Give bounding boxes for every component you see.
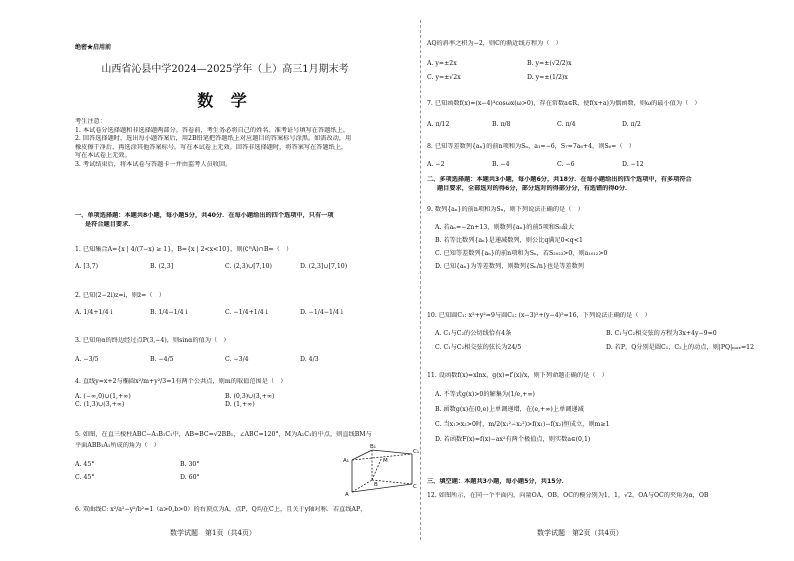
q3-option-c: C. −3/4 bbox=[225, 355, 249, 363]
question-3: 3. 已知角α的终边经过点P(3,−4)，则sinα的值为（ ） A. −3/5 B. −4/5 C. −3/4 D. 4/3 bbox=[75, 337, 375, 364]
q1-option-d: D. (2,3]∪[7,10) bbox=[300, 262, 348, 270]
page-right bbox=[397, 0, 794, 561]
q9-option-d: D. 已知{aₙ}为等差数列，则数列{Sₙ/n}也是等差数列 bbox=[435, 262, 584, 270]
q4-option-a: A. (−∞,0)∪(1,+∞) bbox=[75, 392, 131, 400]
q2-option-c: C. −1/4+1/4 i bbox=[225, 308, 268, 316]
q4-option-c: C. (1,3)∪(3,+∞) bbox=[75, 401, 125, 408]
question-9: 9. 数列{aₙ}的前n项和为Sₙ，则下列说法正确的是（ ） A. 若aₙ=−2n+13，则数列{aₙ}的前5项和S₅最大 B. 若等比数列{aₙ}是递减数列，则公比q满足0<q<1 C. 已知等差数列{aₙ}的前n项和为Sₙ，若S₂₀₂₃>0，则a₁₀₁₂>0 D. 已知{aₙ}为等差数列，则数列{Sₙ/n}也是等差数列 bbox=[427, 206, 777, 273]
section-1-heading: 一、单项选择题：本题共8小题，每小题5分，共40分．在每小题给出的四个选项中，只有一项 是符合题目要求． bbox=[75, 212, 334, 228]
q7-option-d: D. π/2 bbox=[622, 120, 641, 128]
label-a1: A₁ bbox=[343, 458, 349, 464]
q2-option-d: D. −1/4−1/4 i bbox=[300, 308, 343, 316]
question-11: 11. 设函数f(x)=xlnx，g(x)=f′(x)/x，则下列命题正确的是（ ） A. 不等式g(x)>0的解集为(1/e,+∞) B. 函数g(x)在(0,e)上单调递增，在(e,+∞)上单调递减 C. 当x₁>x₂>0时，m/2(x₁²−x₂²)>f(x₁)−f(x₂)恒成立，则m≥1 D. 若函数F(x)=f(x)−ax²有两个极值点，则实数a∈(0,1) bbox=[427, 372, 777, 447]
q11-option-d: D. 若函数F(x)=f(x)−ax²有两个极值点，则实数a∈(0,1) bbox=[435, 435, 591, 443]
q1-option-b: B. (2,3] bbox=[150, 262, 174, 270]
section-3-heading: 三、填空题：本题共3小题，每小题5分，共15分． bbox=[427, 478, 568, 485]
question-4: 4. 直线y=x+2与椭圆x²/m+y²/3=1有两个公共点，则m的取值范围是（ ） A. (−∞,0)∪(1,+∞) B. (0,3)∪(3,+∞) C. (1,3)∪(3,+∞) D. (1,+∞) bbox=[75, 378, 375, 410]
q9-option-c: C. 已知等差数列{aₙ}的前n项和为Sₙ，若S₂₀₂₃>0，则a₁₀₁₂>0 bbox=[435, 249, 608, 257]
q1-option-a: A. [3,7) bbox=[75, 262, 99, 270]
note-line: 橡皮擦干净后，再选涂其他答案标号。写在本试卷上无效。回答非选择题时，将答案写在答题纸上， bbox=[75, 143, 348, 151]
label-b: B bbox=[374, 482, 378, 488]
q4-option-b: B. (0,3)∪(3,+∞) bbox=[225, 392, 275, 400]
question-6: 6. 双曲线C: x²/a²−y²/b²=1（a>0,b>0）的右顶点为A，点P，Q均在C上，且关于y轴对称．若直线AP， bbox=[75, 506, 367, 513]
q3-option-d: D. 4/3 bbox=[300, 355, 319, 363]
section-2-heading: 二、多项选择题：本题共3小题，每小题6分，共18分．在每小题给出的四个选项中，有多项符合 题目要求，全部选对的得6分，部分选对的得部分分，有选错的得0分． bbox=[427, 176, 692, 192]
q1-option-c: C. (2,3)∪[7,10) bbox=[225, 262, 272, 270]
label-a: A bbox=[345, 492, 349, 498]
q2-option-a: A. 1/4+1/4 i bbox=[75, 308, 113, 316]
notes-heading: 考生注意： bbox=[75, 118, 106, 125]
q8-option-d: D. −12 bbox=[622, 160, 644, 168]
q10-option-c: C. C₁与C₂相交弦的弦长为24/5 bbox=[435, 343, 522, 351]
note-line: 写在本试卷上无效。 bbox=[75, 152, 131, 159]
question-6-continued: AQ的斜率之积为−2，则C的渐近线方程为（ ） A. y=±2x B. y=±(√2/2)x C. y=±√2x D. y=±(1/2)x bbox=[427, 40, 777, 85]
q4-option-d: D. (1,+∞) bbox=[225, 401, 255, 408]
q5-option-b: B. 30° bbox=[180, 461, 200, 468]
q11-option-c: C. 当x₁>x₂>0时，m/2(x₁²−x₂²)>f(x₁)−f(x₂)恒成立，则m≥1 bbox=[435, 420, 610, 428]
note-line: 3. 考试结束后，将本试卷与答题卡一并由监考人员收回。 bbox=[75, 160, 232, 168]
q9-option-a: A. 若aₙ=−2n+13，则数列{aₙ}的前5项和S₅最大 bbox=[435, 223, 575, 231]
question-10: 10. 已知圆C₁: x²+y²=9与圆C₂: (x−3)²+(y−4)²=16，下列说法正确的是（ ） A. C₁与C₂的公切线恰有4条 B. C₁与C₂相交弦的方程为3x+4y−9=0 C. C₁与C₂相交弦的弦长为24/5 D. 若P，Q分别是圆C₁，C₂上的动点，则|PQ|ₘₐₓ=12 bbox=[427, 312, 777, 355]
question-12: 12. 如图所示，在同一个平面内，向量OA，OB，OC的模分别为1，1，√2，OA与OC的夹角为α，OB bbox=[427, 492, 709, 499]
label-c1: C₁ bbox=[413, 449, 420, 455]
q8-option-a: A. −2 bbox=[427, 160, 445, 168]
q7-option-b: B. π/8 bbox=[492, 120, 511, 128]
page-footer-right: 数学试题 第2页（共4页） bbox=[537, 529, 623, 537]
q11-option-b: B. 函数g(x)在(0,e)上单调递增，在(e,+∞)上单调递减 bbox=[435, 405, 584, 413]
page-footer-left: 数学试题 第1页（共4页） bbox=[170, 529, 256, 537]
question-8: 8. 已知等差数列{aₙ}的前n项和为Sₙ，a₁=−6，S₇=7a₆+4，则S₆=（ ） A. −2 B. −4 C. −6 D. −12 bbox=[427, 143, 777, 169]
q6-option-c: C. y=±√2x bbox=[427, 73, 461, 81]
subject-title: 数 学 bbox=[197, 91, 253, 110]
label-b1: B₁ bbox=[370, 444, 376, 450]
question-5: 5. 如图，在直三棱柱ABC−A₁B₁C₁中，AB=BC=√2BB₁，∠ABC=120°，M为A₁C₁的中点，则直线BM与 平面ABB₁A₁所成的角为（ ） A. 45° B. 30° C. 45° D. 60° bbox=[75, 431, 375, 484]
q11-option-a: A. 不等式g(x)>0的解集为(1/e,+∞) bbox=[435, 390, 535, 398]
exam-title: 山西省沁县中学2024—2025学年（上）高三1月期末考 bbox=[101, 64, 349, 75]
q3-option-b: B. −4/5 bbox=[150, 355, 174, 363]
q6-option-d: D. y=±(1/2)x bbox=[527, 73, 568, 81]
q6-option-a: A. y=±2x bbox=[427, 59, 457, 67]
q7-option-a: A. π/12 bbox=[427, 120, 450, 128]
q8-option-c: C. −6 bbox=[557, 160, 575, 168]
q5-option-a: A. 45° bbox=[75, 461, 95, 468]
note-line: 1. 本试卷分选择题和非选择题两部分。答卷前，考生务必将自己的姓名、准考证号填写在答题纸上。 bbox=[75, 126, 349, 134]
q10-option-d: D. 若P，Q分别是圆C₁，C₂上的动点，则|PQ|ₘₐₓ=12 bbox=[606, 343, 755, 351]
q5-option-d: D. 60° bbox=[180, 474, 200, 481]
q5-option-c: C. 45° bbox=[75, 474, 95, 481]
q9-option-b: B. 若等比数列{aₙ}是递减数列，则公比q满足0<q<1 bbox=[435, 236, 583, 244]
label-m: M bbox=[383, 458, 388, 464]
notes-block bbox=[75, 118, 375, 169]
q2-option-b: B. 1/4−1/4 i bbox=[150, 308, 188, 316]
question-2: 2. 已知(2−2i)z=i，则z̄=（ ） A. 1/4+1/4 i B. 1/4−1/4 i C. −1/4+1/4 i D. −1/4−1/4 i bbox=[75, 292, 375, 317]
label-c: C bbox=[413, 484, 417, 490]
q7-option-c: C. π/4 bbox=[557, 120, 576, 128]
q10-option-b: B. C₁与C₂相交弦的方程为3x+4y−9=0 bbox=[606, 329, 717, 337]
question-7: 7. 已知函数f(x)=(x−4)³cosωx(ω>0)，存在常数a∈R，使f(x+a)为偶函数，则ω的最小值为（ ） A. π/12 B. π/8 C. π/4 D. π/2 bbox=[427, 100, 701, 128]
confidential-stamp: 绝密★启用前 bbox=[75, 44, 112, 51]
question-1: 1. 已知集合A={x | 4/(7−x) ≥ 1}，B={x | 2<x<10}，则(∁ᴿA)∩B=（ ） A. [3,7) B. (2,3] C. (2,3)∪[7,10) D. (2,3]∪[7,10) bbox=[75, 246, 375, 271]
q3-option-a: A. −3/5 bbox=[75, 355, 99, 363]
q10-option-a: A. C₁与C₂的公切线恰有4条 bbox=[435, 329, 512, 337]
q8-option-b: B. −4 bbox=[492, 160, 510, 168]
q6-option-b: B. y=±(√2/2)x bbox=[527, 59, 572, 67]
note-line: 2. 回答选择题时，选出每小题答案后，用2B铅笔把答题纸上对应题目的答案标号涂黑。如需改动，用 bbox=[75, 135, 352, 142]
